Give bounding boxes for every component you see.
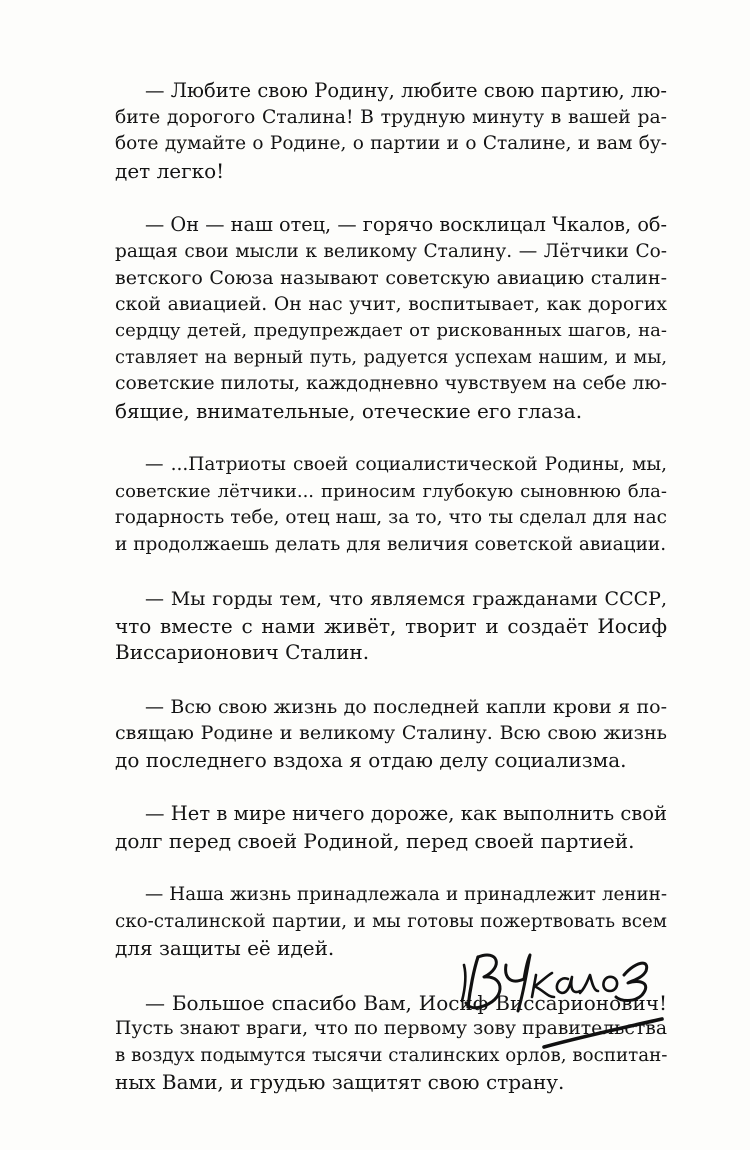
text-line: бящие, внимательные, отеческие его глаза. [115, 398, 583, 423]
text-line: — Всю свою жизнь до последней капли крови я по- [145, 695, 667, 718]
text-line: ставляет на верный путь, радуется успехам нашим, и мы, [115, 347, 667, 368]
text-line: в воздух подымутся тысячи сталинских орлов, воспитан- [115, 1044, 668, 1066]
text-line: — Большое спасибо Вам, Иосиф Виссарионович! [145, 990, 667, 1015]
text-line: ращая свои мысли к великому Сталину. — Лётчики Со- [115, 240, 667, 262]
text-line: — Нет в мире ничего дороже, как выполнить свой [145, 802, 667, 825]
text-line: — Он — наш отец, — горячо восклицал Чкалов, об- [145, 213, 667, 236]
text-line: боте думайте о Родине, о партии и о Сталине, и вам бу- [115, 133, 667, 154]
text-line: и продолжаешь делать для величия советской авиации. [115, 533, 667, 555]
paragraph [115, 801, 667, 854]
text-line: что вместе с нами живёт, творит и создаёт Иосиф [115, 613, 667, 638]
text-line: — Любите свою Родину, любите свою партию, лю- [145, 79, 667, 102]
text-line: ных Вами, и грудью защитят свою страну. [115, 1070, 565, 1094]
text-line: свящаю Родине и великому Сталину. Всю свою жизнь [115, 722, 667, 744]
paragraph [115, 586, 667, 666]
text-line: дет легко! [115, 158, 225, 183]
text-line: советские лётчики... приносим глубокую сыновнюю бла- [115, 480, 667, 502]
text-line: Пусть знают враги, что по первому зову правительства [115, 1018, 667, 1039]
paragraph [115, 452, 667, 558]
text-line: ско-сталинской партии, и мы готовы пожертвовать всем [115, 910, 667, 932]
text-line: ской авиацией. Он нас учит, воспитывает, как дорогих [115, 293, 667, 315]
text-line: — Наша жизнь принадлежала и принадлежит ленин- [145, 884, 667, 905]
paragraph [115, 694, 667, 774]
text-line: сердцу детей, предупреждает от рискованных шагов, на- [115, 320, 667, 341]
handwritten-signature [440, 945, 670, 1065]
text-line: бите дорогого Сталина! В трудную минуту в вашей ра- [115, 106, 667, 128]
text-line: — Мы горды тем, что являемся гражданами СССР, [145, 588, 667, 610]
text-line: ветского Союза называют советскую авиацию сталин- [115, 267, 667, 289]
text-line: для защиты её идей. [115, 936, 335, 960]
text-line: Виссарионович Сталин. [115, 640, 370, 664]
text-line: годарность тебе, отец наш, за то, что ты сделал для нас [115, 507, 667, 528]
text-line: советские пилоты, каждодневно чувствуем на себе лю- [115, 373, 667, 394]
paragraph [115, 212, 667, 424]
text-line: — ...Патриоты своей социалистической Родины, мы, [145, 454, 667, 475]
text-line: долг перед своей Родиной, перед своей партией. [115, 828, 635, 853]
paragraph [115, 78, 667, 184]
text-line: до последнего вздоха я отдаю делу социализма. [115, 747, 627, 772]
